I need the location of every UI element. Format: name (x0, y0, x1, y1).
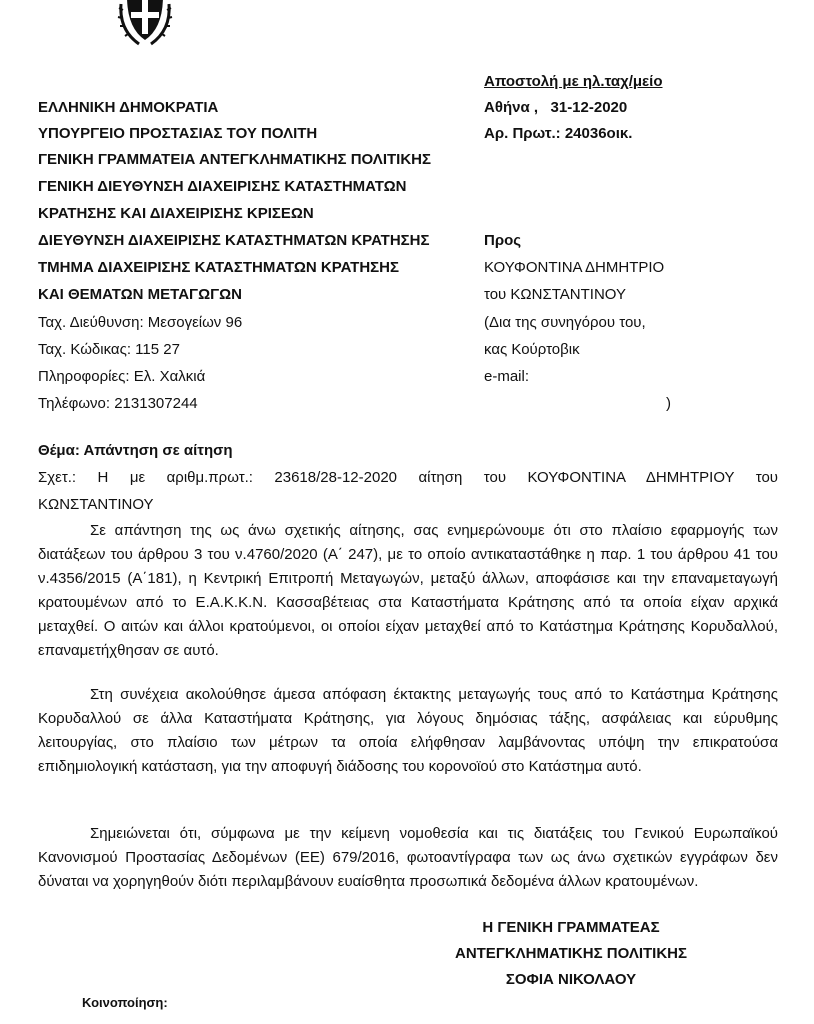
body-paragraph: Σε απάντηση της ως άνω σχετικής αίτησης, σας ενημερώνουμε ότι στο πλαίσιο εφαρμογής των διατάξεων του άρθρου 3 του ν.4760/2020 (Α΄ 247), με το οποίο αντικαταστάθηκε η παρ. 1 του άρθρου 41 του ν.4356/2015 (Α΄181), η Κεντρική Επιτροπή Μεταγωγών, μεταξύ άλλων, αποφάσισε και την επαναμεταγωγή κρατουμένων από το Ε.Α.Κ.Κ.Ν. Κασσαβέτειας στα Καταστήματα Κράτησης από τα οποία είχαν αρχικά μεταχθεί. Ο αιτών και άλλοι κρατούμενοι, οι οποίοι είχαν μεταχθεί από το Κατάστημα Κράτησης Κορυδαλλού, επαναμετήχθησαν σε αυτό. (38, 522, 778, 659)
phone: Τηλέφωνο: 2131307244 (38, 395, 198, 412)
reference-line: Σχετ.: Η με αριθμ.πρωτ.: 23618/28-12-2020 αίτηση του ΚΟΥΦΟΝΤΙΝΑ ΔΗΜΗΤΡΙΟΥ του (38, 469, 778, 486)
greek-coat-of-arms-emblem (117, 0, 173, 48)
body-paragraph: Σημειώνεται ότι, σύμφωνα με την κείμενη νομοθεσία και τις διατάξεις του Γενικού Ευρωπαϊκού Κανονισμού Προστασίας Δεδομένων (ΕΕ) 679/2016, φωτοαντίγραφα των ως άνω σχετικών εγγράφων δεν δύναται να χορηγηθούν διότι περιλαμβάνουν ευαίσθητα προσωπικά δεδομένα άλλων κρατουμένων. (38, 825, 778, 890)
recipient-father: του ΚΩΝΣΤΑΝΤΙΝΟΥ (484, 286, 626, 303)
body-paragraph: Στη συνέχεια ακολούθησε άμεσα απόφαση έκτακτης μεταγωγής τους από το Κατάστημα Κράτησης Κορυδαλλού σε άλλα Καταστήματα Κράτησης, για λόγους δημόσιας τάξης, ασφάλειας και εύρυθμης λειτουργίας, στο πλαίσιο των μέτρων τα οποία ελήφθησαν λαμβάνοντας υπόψη την επικρατούσα επιδημιολογική κατάσταση, για την αποφυγή διάδοσης του κορονοϊού στο Κατάστημα αυτό. (38, 686, 778, 775)
recipient-via: (Δια της συνηγόρου του, (484, 314, 646, 331)
recipient-label: Προς (484, 232, 522, 249)
info-contact: Πληροφορίες: Ελ. Χαλκιά (38, 368, 206, 385)
sending-method: Αποστολή με ηλ.ταχ/μείο (484, 73, 663, 90)
org-line: ΥΠΟΥΡΓΕΙΟ ΠΡΟΣΤΑΣΙΑΣ ΤΟΥ ΠΟΛΙΤΗ (38, 125, 318, 142)
address: Ταχ. Διεύθυνση: Μεσογείων 96 (38, 314, 243, 331)
recipient-lawyer: κας Κούρτοβικ (484, 341, 580, 358)
org-line: ΓΕΝΙΚΗ ΔΙΕΥΘΥΝΣΗ ΔΙΑΧΕΙΡΙΣΗΣ ΚΑΤΑΣΤΗΜΑΤΩΝ (38, 178, 407, 195)
subject-label: Θέμα: Απάντηση σε αίτηση (38, 442, 233, 459)
recipient-email-label: e-mail: (484, 368, 530, 385)
reference-line-continued: ΚΩΝΣΤΑΝΤΙΝΟΥ (38, 496, 154, 513)
org-line: ΤΜΗΜΑ ΔΙΑΧΕΙΡΙΣΗΣ ΚΑΤΑΣΤΗΜΑΤΩΝ ΚΡΑΤΗΣΗΣ (38, 259, 400, 276)
org-line: ΔΙΕΥΘΥΝΣΗ ΔΙΑΧΕΙΡΙΣΗΣ ΚΑΤΑΣΤΗΜΑΤΩΝ ΚΡΑΤΗΣΗΣ (38, 232, 430, 249)
postal-code: Ταχ. Κώδικας: 115 27 (38, 341, 180, 358)
signature-name: ΣΟΦΙΑ ΝΙΚΟΛΑΟΥ (505, 971, 637, 988)
org-line: ΕΛΛΗΝΙΚΗ ΔΗΜΟΚΡΑΤΙΑ (38, 99, 219, 116)
place-date: Αθήνα , 31-12-2020 (484, 99, 628, 116)
org-line: ΓΕΝΙΚΗ ΓΡΑΜΜΑΤΕΙΑ ΑΝΤΕΓΚΛΗΜΑΤΙΚΗΣ ΠΟΛΙΤΙΚΗΣ (38, 151, 431, 168)
protocol-number: Αρ. Πρωτ.: 24036οικ. (484, 125, 633, 142)
org-line: ΚΡΑΤΗΣΗΣ ΚΑΙ ΔΙΑΧΕΙΡΙΣΗΣ ΚΡΙΣΕΩΝ (38, 205, 314, 222)
recipient-name: ΚΟΥΦΟΝΤΙΝΑ ΔΗΜΗΤΡΙΟ (484, 259, 665, 276)
signature-title: Η ΓΕΝΙΚΗ ΓΡΑΜΜΑΤΕΑΣ (482, 919, 660, 936)
signature-title: ΑΝΤΕΓΚΛΗΜΑΤΙΚΗΣ ΠΟΛΙΤΙΚΗΣ (454, 945, 688, 962)
recipient-close-paren: ) (666, 395, 671, 412)
org-line: ΚΑΙ ΘΕΜΑΤΩΝ ΜΕΤΑΓΩΓΩΝ (38, 286, 242, 303)
distribution-label: Κοινοποίηση: (82, 995, 168, 1010)
